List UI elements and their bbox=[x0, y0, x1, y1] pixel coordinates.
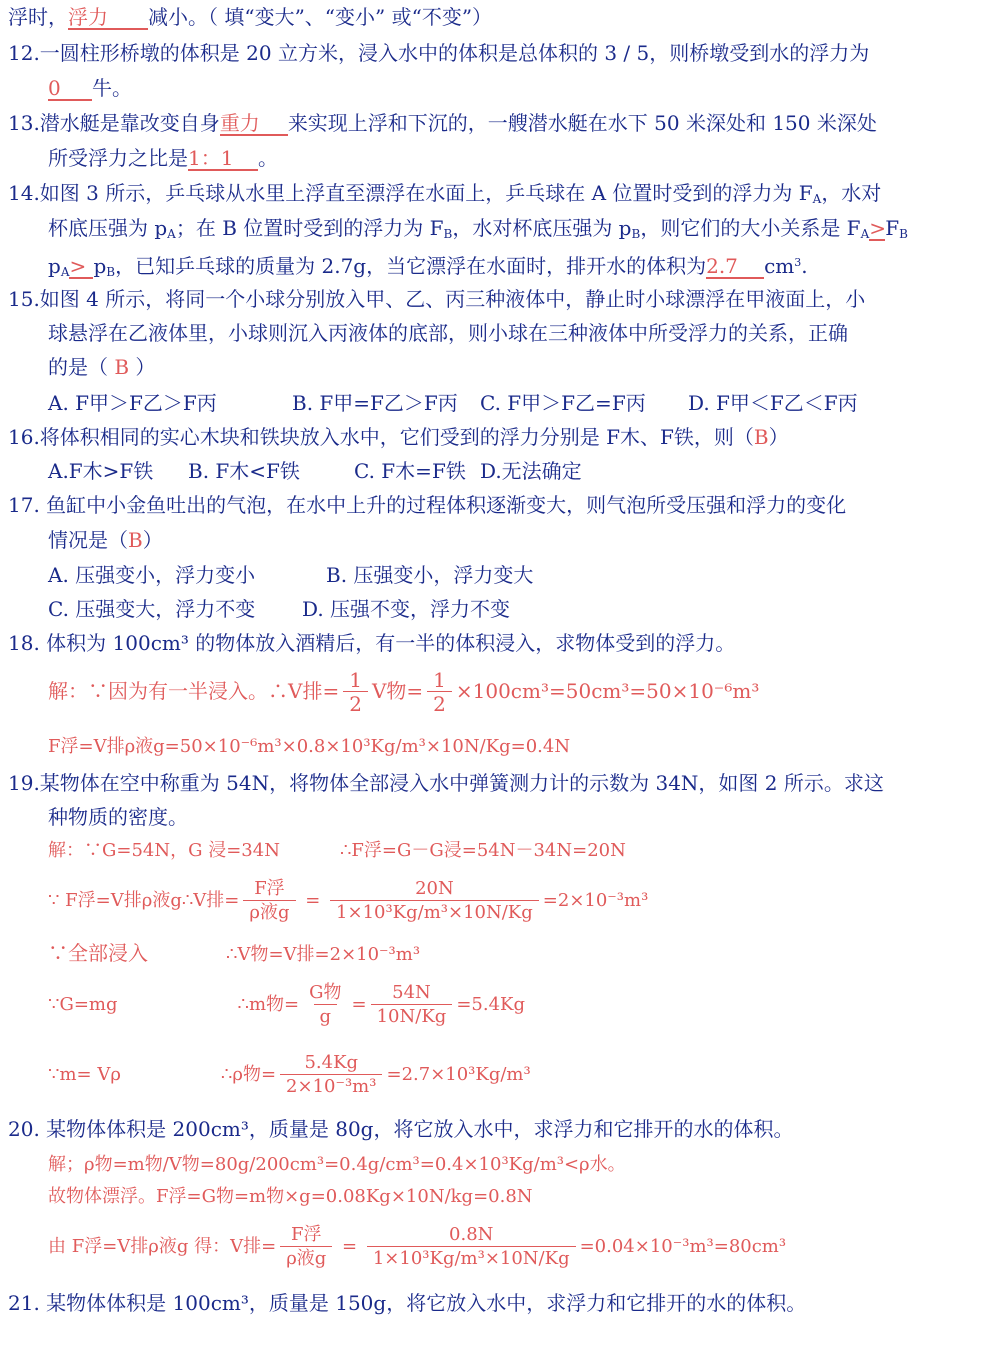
q15-line1: 15.如图 4 所示，将同一个小球分别放入甲、乙、丙三种液体中，静止时小球漂浮在甲液面上，小 bbox=[8, 287, 866, 311]
q19-solution-2: ∵ F浮=V排ρ液g∴V排= $\frac{\text{F浮}}{\text{ρ液g}}$ = $\frac{20N}{\text{1×10³Kg/m³×10N/Kg}}$ =2×10⁻³m³ bbox=[48, 877, 649, 923]
q21-line: 21. 某物体体积是 100cm³，质量是 150g，将它放入水中，求浮力和它排开的水的体积。 bbox=[8, 1291, 807, 1315]
q17-option-b: B. 压强变小，浮力变大 bbox=[326, 563, 534, 587]
q15-line2: 球悬浮在乙液体里，小球则沉入丙液体的底部，则小球在三种液体中所受浮力的关系，正确 bbox=[48, 321, 848, 345]
q14-answer-f: > bbox=[869, 216, 886, 240]
q18-frac-1: $\frac{1}{2}$ bbox=[343, 669, 368, 716]
q18-solution-1: 解：∵因为有一半浸入。∴V排= $\frac{1}{2}$ V物= $\frac{1}{2}$ ×100cm³=50cm³=50×10⁻⁶m³ bbox=[48, 668, 760, 716]
q19-frac-3: $\frac{\text{G物}}{g}$ bbox=[309, 981, 342, 1027]
q12-answer: 0 bbox=[48, 77, 92, 101]
q16-option-c: C. F木=F铁 bbox=[354, 459, 466, 483]
q19-solution-1: 解：∵G=54N，G 浸=34N ∴F浮=G－G浸=54N－34N=20N bbox=[48, 840, 626, 861]
q13-answer1: 重力 bbox=[220, 112, 288, 136]
q18-frac-2: $\frac{1}{2}$ bbox=[427, 669, 452, 716]
q20-solution-3: 由 F浮=V排ρ液g 得：V排= $\frac{\text{F浮}}{\text{ρ液g}}$ = $\frac{0.8N}{\text{1×10³Kg/m³×10N/Kg}}$ =0.04×10⁻³m³=80cm³ bbox=[48, 1223, 787, 1269]
q12-line2: 0 牛。 bbox=[48, 76, 132, 100]
q17-line2: 情况是（B） bbox=[48, 528, 163, 552]
q19-solution-4: ∵G=mg ∴m物= $\frac{\text{G物}}{g}$ = $\frac{54N}{10N/Kg}$ =5.4Kg bbox=[48, 981, 525, 1027]
q20-solution-1: 解；ρ物=m物/V物=80g/200cm³=0.4g/cm³=0.4×10³Kg/m³<ρ水。 bbox=[48, 1154, 626, 1175]
q15-option-a: A. F甲＞F乙＞F丙 bbox=[48, 391, 217, 415]
q14-line1: 14.如图 3 所示，乒乓球从水里上浮直至漂浮在水面上，乒乓球在 A 位置时受到的浮力为 $F_A$，水对 bbox=[8, 181, 882, 206]
q11-answer: 浮力 bbox=[68, 6, 148, 30]
q15-option-b: B. F甲=F乙＞F丙 bbox=[292, 391, 458, 415]
q17-line1: 17. 鱼缸中小金鱼吐出的气泡，在水中上升的过程体积逐渐变大，则气泡所受压强和浮力的变化 bbox=[8, 493, 847, 517]
q20-solution-2: 故物体漂浮。F浮=G物=m物×g=0.08Kg×10N/kg=0.8N bbox=[48, 1186, 533, 1207]
q13-answer2: 1：1 bbox=[188, 147, 258, 171]
q15-answer: B bbox=[114, 355, 130, 379]
q19-frac-5: $\frac{5.4Kg}{\text{2×10⁻³m³}}$ bbox=[280, 1052, 382, 1099]
q19-frac-2: $\frac{20N}{\text{1×10³Kg/m³×10N/Kg}}$ bbox=[330, 878, 539, 925]
q13-line2: 所受浮力之比是1：1 。 bbox=[48, 146, 278, 170]
q11-text-b: 减小。（ 填“变大”、“变小” 或“不变”） bbox=[148, 5, 493, 29]
q17-answer: B bbox=[128, 528, 143, 552]
q12-line1: 12.一圆柱形桥墩的体积是 20 立方米，浸入水中的体积是总体积的 3 / 5，则桥墩受到水的浮力为 bbox=[8, 41, 870, 65]
q16-option-d: D.无法确定 bbox=[480, 459, 582, 483]
q19-line1: 19.某物体在空中称重为 54N，将物体全部浸入水中弹簧测力计的示数为 34N，如图 2 所示。求这 bbox=[8, 771, 884, 795]
q11-text-a: 浮时， bbox=[8, 5, 68, 29]
q17-option-d: D. 压强不变，浮力不变 bbox=[302, 597, 511, 621]
q16-option-a: A.F木>F铁 bbox=[48, 459, 154, 483]
q20-frac-1: $\frac{\text{F浮}}{\text{ρ液g}}$ bbox=[280, 1224, 332, 1271]
q18-line: 18. 体积为 100cm³ 的物体放入酒精后，有一半的体积浸入，求物体受到的浮力。 bbox=[8, 631, 736, 655]
q14-answer-v: 2.7 bbox=[706, 255, 764, 279]
q14-answer-p: > bbox=[69, 255, 93, 279]
q17-option-c: C. 压强变大，浮力不变 bbox=[48, 597, 256, 621]
q17-option-a: A. 压强变小，浮力变小 bbox=[48, 563, 256, 587]
q19-frac-4: $\frac{54N}{10N/Kg}$ bbox=[371, 982, 453, 1029]
q19-solution-3: ∵全部浸入 ∴V物=V排=2×10⁻³m³ bbox=[48, 941, 421, 965]
q15-option-c: C. F甲＞F乙=F丙 bbox=[480, 391, 646, 415]
q16-answer: B bbox=[753, 425, 769, 449]
q11-line bbox=[8, 4, 492, 30]
q19-frac-1: $\frac{\text{F浮}}{\text{ρ液g}}$ bbox=[243, 878, 295, 925]
q16-option-b: B. F木<F铁 bbox=[188, 459, 300, 483]
q19-line2: 种物质的密度。 bbox=[48, 805, 188, 829]
q19-solution-5: ∵m= Vρ ∴ρ物= $\frac{5.4Kg}{\text{2×10⁻³m³}}$ =2.7×10³Kg/m³ bbox=[48, 1051, 531, 1097]
q14-line2: 杯底压强为 $p_A$；在 B 位置时受到的浮力为 $F_B$，水对杯底压强为 $p_B$，则它们的大小关系是 $F_A>F_B$ bbox=[48, 216, 908, 241]
q16-line1: 16.将体积相同的实心木块和铁块放入水中，它们受到的浮力分别是 F木、F铁，则（B） bbox=[8, 425, 789, 449]
q18-solution-2: F浮=V排ρ液g=50×10⁻⁶m³×0.8×10³Kg/m³×10N/Kg=0.4N bbox=[48, 736, 571, 757]
q20-line: 20. 某物体体积是 200cm³，质量是 80g，将它放入水中，求浮力和它排开的水的体积。 bbox=[8, 1117, 794, 1141]
q15-option-d: D. F甲＜F乙＜F丙 bbox=[688, 391, 858, 415]
q14-line3: $p_A> p_B$，已知乒乓球的质量为 2.7g，当它漂浮在水面时，排开水的体积为2.7 $cm^3$. bbox=[48, 254, 808, 279]
q15-line3: 的是（ B ） bbox=[48, 355, 156, 379]
q13-line1: 13.潜水艇是靠改变自身重力 来实现上浮和下沉的，一艘潜水艇在水下 50 米深处和 150 米深处 bbox=[8, 111, 877, 135]
q20-frac-2: $\frac{0.8N}{\text{1×10³Kg/m³×10N/Kg}}$ bbox=[367, 1224, 576, 1271]
